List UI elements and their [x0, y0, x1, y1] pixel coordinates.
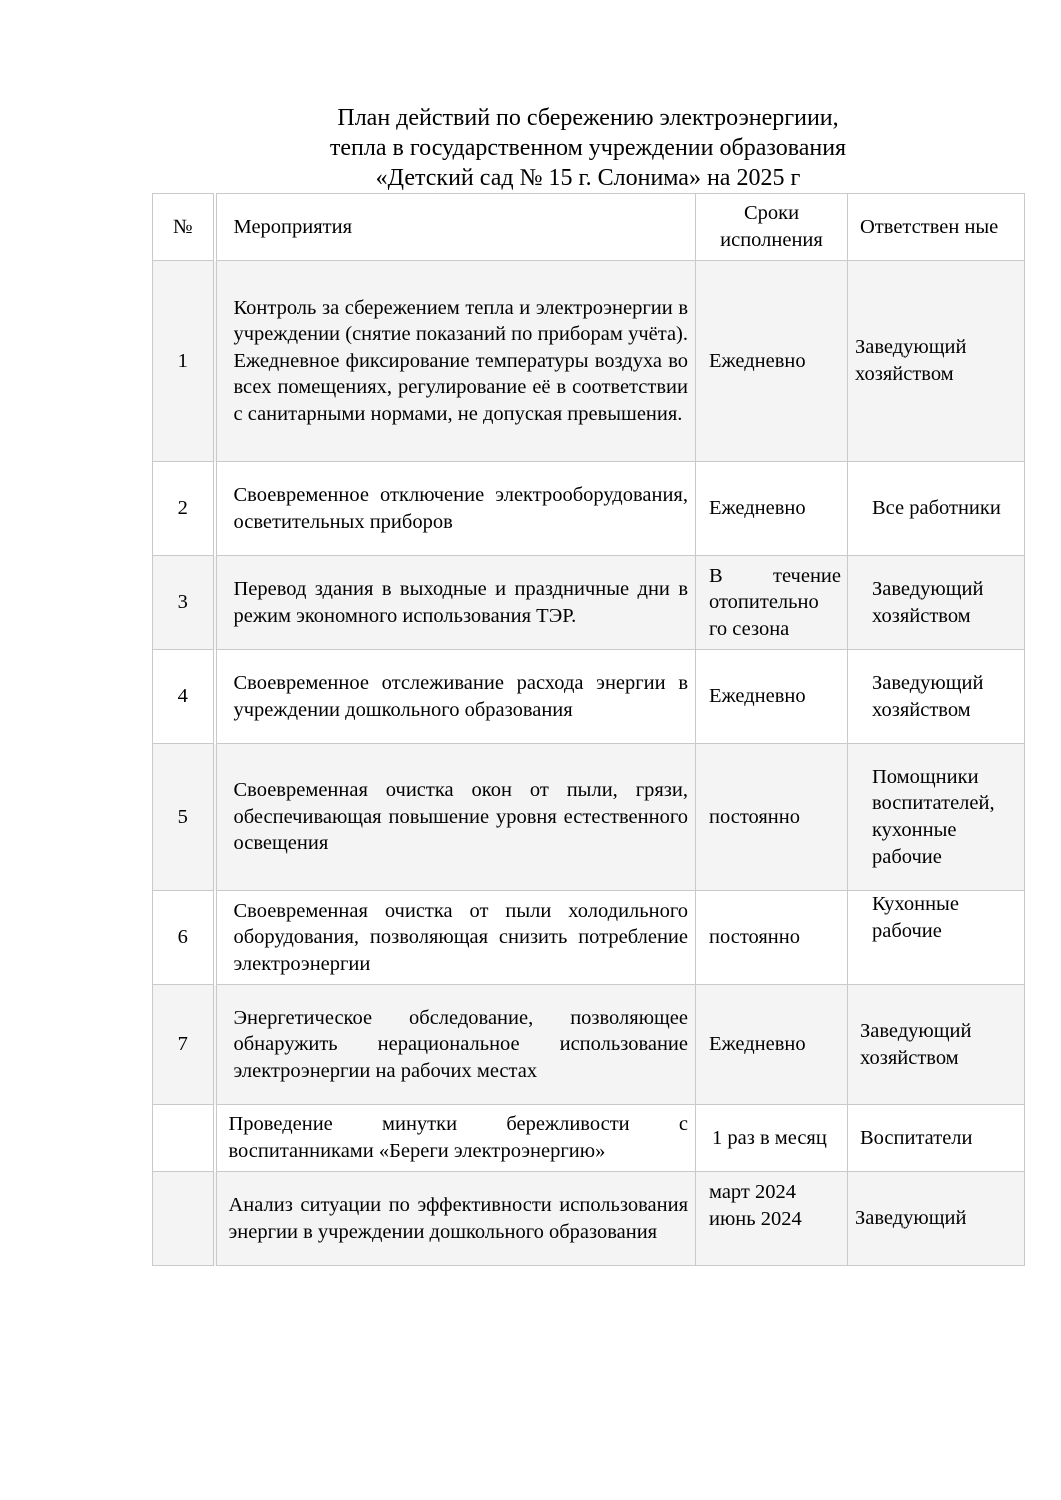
row-term-line-2: июнь 2024 [709, 1207, 802, 1230]
row-number [153, 1172, 215, 1266]
row-term: Ежедневно [696, 261, 848, 462]
row-activity: Проведение минутки бережливости с воспитанниками «Береги электроэнергию» [215, 1105, 696, 1172]
row-number: 7 [153, 985, 215, 1105]
row-activity: Энергетическое обследование, позволяющее обнаружить нерациональное использование электроэнергии на рабочих местах [215, 985, 696, 1105]
row-responsible: Заведующий [848, 1172, 1025, 1266]
table-row [153, 1172, 1025, 1266]
table-row [153, 261, 1025, 462]
row-term: Ежедневно [696, 650, 848, 744]
row-term: В течение отопительно го сезона [696, 556, 848, 650]
table-row [153, 985, 1025, 1105]
title-line-2: тепла в государственном учреждении образования [329, 135, 847, 161]
row-term: Ежедневно [696, 462, 848, 556]
row-term-line-1: март 2024 [709, 1180, 796, 1203]
table-row [153, 1105, 1025, 1172]
row-number: 2 [153, 462, 215, 556]
row-term: Ежедневно [696, 985, 848, 1105]
table-row [153, 744, 1025, 891]
row-number [153, 1105, 215, 1172]
row-number: 5 [153, 744, 215, 891]
row-responsible: Заведующий хозяйством [848, 985, 1025, 1105]
row-number: 6 [153, 891, 215, 985]
row-activity: Анализ ситуации по эффективности использования энергии в учреждении дошкольного образования [215, 1172, 696, 1266]
row-activity: Перевод здания в выходные и праздничные дни в режим экономного использования ТЭР. [215, 556, 696, 650]
row-responsible: Кухонные рабочие [848, 891, 1025, 985]
row-activity: Контроль за сбережением тепла и электроэнергии в учреждении (снятие показаний по приборам учёта). Ежедневное фиксирование температуры воздуха во всех помещениях, регулирование её в соответствии с санитарными нормами, не допуская превышения. [215, 261, 696, 462]
table-row [153, 462, 1025, 556]
document-title [153, 103, 1023, 193]
row-responsible: Все работники [848, 462, 1025, 556]
header-responsible: Ответствен ные [848, 194, 1025, 261]
title-line-1: План действий по сбережению электроэнергиии, [337, 105, 839, 131]
row-term: постоянно [696, 744, 848, 891]
table-row [153, 650, 1025, 744]
row-activity: Своевременное отслеживание расхода энергии в учреждении дошкольного образования [215, 650, 696, 744]
row-responsible: Заведующий хозяйством [848, 556, 1025, 650]
row-term: 1 раз в месяц [696, 1105, 848, 1172]
row-responsible: Заведующий хозяйством [848, 650, 1025, 744]
action-plan-table [152, 193, 1025, 1266]
title-line-3: «Детский сад № 15 г. Слонима» на 2025 г [375, 165, 801, 191]
table-row [153, 556, 1025, 650]
row-number: 1 [153, 261, 215, 462]
table-row [153, 891, 1025, 985]
table-header-row [153, 194, 1025, 261]
header-term: Сроки исполнения [696, 194, 848, 261]
row-activity: Своевременная очистка окон от пыли, грязи, обеспечивающая повышение уровня естественного освещения [215, 744, 696, 891]
row-responsible: Воспитатели [848, 1105, 1025, 1172]
row-responsible: Помощники воспитателей, кухонные рабочие [848, 744, 1025, 891]
row-term: постоянно [696, 891, 848, 985]
header-number: № [153, 194, 215, 261]
row-responsible: Заведующий хозяйством [848, 261, 1025, 462]
row-term [696, 1172, 848, 1266]
row-number: 3 [153, 556, 215, 650]
row-activity: Своевременное отключение электрооборудования, осветительных приборов [215, 462, 696, 556]
header-activity: Мероприятия [215, 194, 696, 261]
row-activity: Своевременная очистка от пыли холодильного оборудования, позволяющая снизить потребление электроэнергии [215, 891, 696, 985]
row-number: 4 [153, 650, 215, 744]
